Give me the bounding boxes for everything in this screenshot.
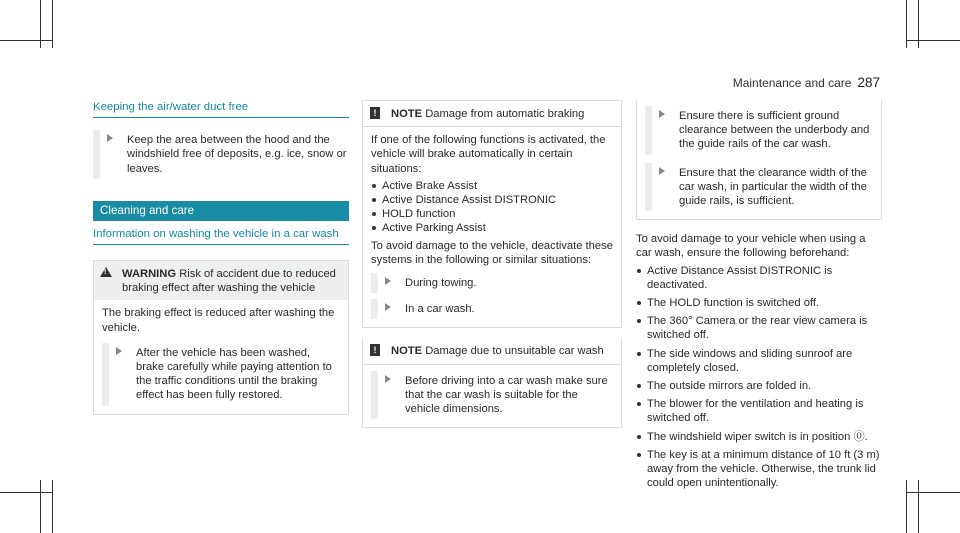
instruction-step: During towing. <box>371 273 613 293</box>
arrow-icon <box>107 134 113 142</box>
note-box-automatic-braking <box>362 100 622 328</box>
note-label: NOTE <box>391 108 423 120</box>
note-label: NOTE <box>391 345 423 358</box>
arrow-icon <box>385 375 391 383</box>
crop-mark <box>52 480 53 533</box>
column-right <box>636 100 882 490</box>
warning-body: The braking effect is reduced after washing the vehicle. After the vehicle has been washed, brake carefully while paying attention to the traffic conditions until the braking effect has been fully restored. <box>94 300 348 413</box>
crop-mark <box>0 492 52 493</box>
column-left <box>93 100 349 415</box>
warning-box <box>93 260 349 415</box>
arrow-icon <box>385 277 391 285</box>
column-middle <box>362 100 622 428</box>
instruction-step: Ensure there is sufficient ground clearance between the underbody and the guide rails of the car wash. <box>645 106 873 155</box>
arrow-icon <box>659 167 665 175</box>
list-item: The blower for the ventilation and heating is switched off. <box>636 397 882 425</box>
crop-mark <box>0 40 52 41</box>
intro-paragraph: To avoid damage to your vehicle when using a car wash, ensure the following beforehand: <box>636 233 866 260</box>
crop-mark <box>906 40 960 41</box>
list-item: Active Parking Assist <box>371 221 613 235</box>
instruction-step: Before driving into a car wash make sure that the car wash is suitable for the vehicle dimensions. <box>371 371 613 420</box>
subheading-car-wash: Information on washing the vehicle in a car wash <box>93 227 349 245</box>
arrow-icon <box>116 347 122 355</box>
note-box-car-wash <box>362 338 622 428</box>
list-item: Active Brake Assist <box>371 179 613 193</box>
instruction-step: Keep the area between the hood and the windshield free of deposits, e.g. ice, snow or leaves. <box>93 130 349 179</box>
note-title: Damage from automatic braking <box>425 108 585 120</box>
section-heading: Cleaning and care <box>93 201 349 221</box>
subheading-air-water-duct: Keeping the air/water duct free <box>93 100 349 118</box>
crop-mark <box>918 480 919 533</box>
list-item: HOLD function <box>371 207 613 221</box>
section-title: Maintenance and care <box>732 76 852 90</box>
warning-triangle-icon <box>100 267 112 277</box>
list-item: The outside mirrors are folded in. <box>636 379 882 393</box>
crop-mark <box>52 0 53 48</box>
function-list <box>371 179 613 236</box>
list-item: The 360° Camera or the rear view camera is switched off. <box>636 314 882 342</box>
list-item: The side windows and sliding sunroof are completely closed. <box>636 347 882 375</box>
note-icon: ! <box>370 107 380 119</box>
page-header <box>733 75 880 90</box>
note-header <box>363 101 621 127</box>
note-header <box>363 338 621 364</box>
warning-label: WARNING <box>122 268 177 281</box>
warning-title: Risk of accident due to reduced braking effect after washing the vehicle <box>122 268 336 295</box>
page-number: 287 <box>857 75 880 90</box>
list-item: The HOLD function is switched off. <box>636 296 882 310</box>
arrow-icon <box>385 303 391 311</box>
list-item: Active Distance Assist DISTRONIC is deactivated. <box>636 264 882 292</box>
crop-mark <box>906 492 960 493</box>
note-icon: ! <box>370 344 380 356</box>
warning-header <box>94 261 348 300</box>
arrow-icon <box>659 110 665 118</box>
crop-mark <box>906 480 907 533</box>
list-item: The key is at a minimum distance of 10 ft (3 m) away from the vehicle. Otherwise, the trunk lid could open unintentionally. <box>636 448 882 491</box>
car-wash-checklist <box>636 264 882 491</box>
note-body <box>363 365 621 428</box>
note-body <box>637 100 881 219</box>
instruction-step: Ensure that the clearance width of the car wash, in particular the width of the guide rails, is sufficient. <box>645 163 873 212</box>
crop-mark <box>40 480 41 533</box>
instruction-step: In a car wash. <box>371 299 613 319</box>
instruction-step: After the vehicle has been washed, brake carefully while paying attention to the traffic conditions until the braking effect has been fully restored. <box>102 343 340 406</box>
list-item: Active Distance Assist DISTRONIC <box>371 193 613 207</box>
continued-note-box <box>636 100 882 220</box>
list-item: The windshield wiper switch is in position ⓪. <box>636 430 882 444</box>
note-body: If one of the following functions is activated, the vehicle will brake automatically in certain situations: Active Brake Assist Active Distance Assist DISTRONIC HOLD function Active Parking Assist To avoid damage to the vehicle, deactivate these systems in the following or similar situations: During towing. In a car wash. <box>363 127 621 327</box>
note-title: Damage due to unsuitable car wash <box>425 345 604 358</box>
